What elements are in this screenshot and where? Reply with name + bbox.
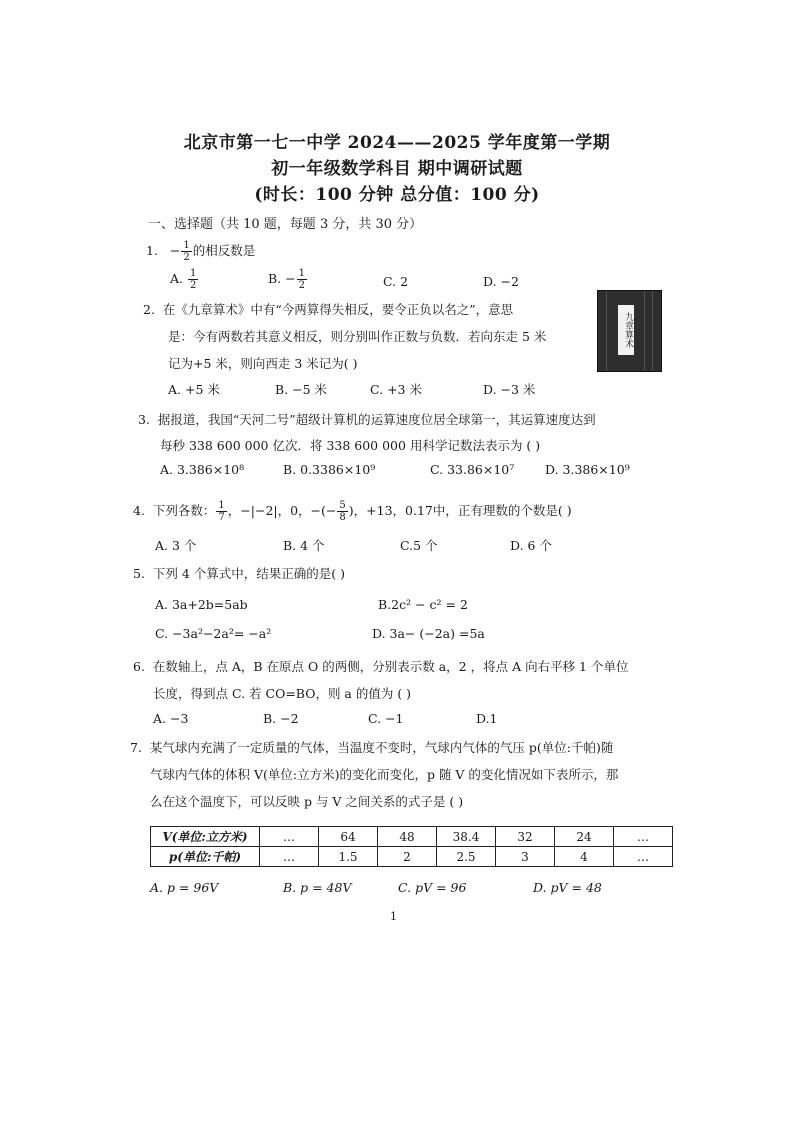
question-3-line1: 3. 据报道，我国“天河二号”超级计算机的运算速度位居全球第一，其运算速度达到 — [138, 412, 596, 427]
q5-option-b: B.2c² − c² = 2 — [378, 597, 468, 612]
question-4: 4. 下列各数： $\frac{1}{7}$ ，−|−2|，0，−(− $\frac{5}{8}$ )，+13，0.17中，正有理数的个数是( ) — [133, 500, 572, 523]
q7-option-a: A. p = 96V — [150, 880, 219, 895]
pressure-volume-table — [150, 826, 673, 867]
jiuzhang-suanshu-book-image — [597, 290, 662, 372]
question-number: 2. — [143, 302, 155, 317]
question-5: 5. 下列 4 个算式中，结果正确的是( ) — [133, 566, 346, 581]
table-cell: 1.5 — [319, 847, 378, 867]
table-cell: 2 — [378, 847, 437, 867]
question-7-line3: 么在这个温度下，可以反映 p 与 V 之间关系的式子是 ( ) — [150, 794, 464, 809]
fraction: $\frac{1}{7}$ — [218, 500, 225, 523]
table-cell: 32 — [496, 827, 555, 847]
question-2-line2: 是：今有两数若其意义相反，则分别叫作正数与负数．若向东走 5 米 — [168, 329, 547, 344]
exam-title-line2: 初一年级数学科目 期中调研试题 — [271, 159, 523, 179]
q2-option-a: A. +5 米 — [168, 382, 220, 397]
q6-option-c: C. −1 — [368, 711, 404, 726]
q3-option-a: A. 3.386×10⁸ — [160, 462, 245, 477]
table-row — [151, 827, 673, 847]
table-cell: … — [260, 847, 319, 867]
q5-option-d: D. 3a− (−2a) =5a — [372, 626, 485, 641]
q1-option-a: A. $\frac{1}{2}$ — [170, 268, 197, 291]
table-cell: 2.5 — [437, 847, 496, 867]
question-7-line2: 气球内气体的体积 V(单位:立方米)的变化而变化，p 随 V 的变化情况如下表所示，那 — [150, 767, 619, 782]
q2-option-c: C. +3 米 — [370, 382, 422, 397]
question-2-line3: 记为+5 米，则向西走 3 米记为( ) — [168, 356, 358, 371]
q4-option-b: B. 4 个 — [283, 538, 325, 553]
question-6-line2: 长度，得到点 C. 若 CO=BO，则 a 的值为 ( ) — [153, 686, 412, 701]
q1-option-b: B. − $\frac{1}{2}$ — [268, 268, 305, 291]
q6-option-b: B. −2 — [263, 711, 299, 726]
table-cell: 48 — [378, 827, 437, 847]
question-3-line2: 每秒 338 600 000 亿次．将 338 600 000 用科学记数法表示为 ( ) — [160, 438, 541, 453]
table-cell: 24 — [555, 827, 614, 847]
question-number: 6. — [133, 659, 145, 674]
q3-option-c: C. 33.86×10⁷ — [430, 462, 515, 477]
q7-option-b: B. p = 48V — [283, 880, 352, 895]
table-cell: … — [614, 847, 673, 867]
table-row — [151, 847, 673, 867]
book-title-label: 九章算术 — [618, 305, 634, 355]
q7-option-d: D. pV = 48 — [533, 880, 602, 895]
question-1: 1. − $\frac{1}{2}$ 的相反数是 — [146, 240, 256, 263]
q6-option-d: D.1 — [476, 711, 498, 726]
fraction: $\frac{1}{2}$ — [183, 240, 190, 263]
q1-option-d: D. −2 — [483, 274, 519, 289]
table-cell: … — [614, 827, 673, 847]
question-number: 1. — [146, 243, 158, 258]
question-number: 7. — [130, 740, 142, 755]
table-header-cell: p(单位:千帕) — [151, 847, 260, 867]
q2-option-b: B. −5 米 — [275, 382, 328, 397]
exam-title-line1: 北京市第一七一中学 2024——2025 学年度第一学期 — [183, 133, 611, 153]
q5-option-a: A. 3a+2b=5ab — [155, 597, 248, 612]
table-header-cell: V(单位:立方米) — [151, 827, 260, 847]
table-cell: … — [260, 827, 319, 847]
q3-option-d: D. 3.386×10⁹ — [545, 462, 630, 477]
table-cell: 3 — [496, 847, 555, 867]
table-cell: 64 — [319, 827, 378, 847]
table-cell: 38.4 — [437, 827, 496, 847]
q1-option-c: C. 2 — [383, 274, 409, 289]
q5-option-c: C. −3a²−2a²= −a² — [155, 626, 272, 641]
question-7-line1: 7. 某气球内充满了一定质量的气体，当温度不变时，气球内气体的气压 p(单位:千帕)随 — [130, 740, 614, 755]
q2-option-d: D. −3 米 — [483, 382, 536, 397]
section-heading: 一、选择题（共 10 题，每题 3 分，共 30 分） — [148, 217, 423, 232]
question-number: 3. — [138, 412, 150, 427]
question-number: 5. — [133, 566, 145, 581]
question-2-line1: 2. 在《九章算术》中有“今两算得失相反，要令正负以名之”，意思 — [143, 302, 514, 317]
question-number: 4. — [133, 503, 145, 518]
q4-option-d: D. 6 个 — [510, 538, 552, 553]
q4-option-a: A. 3 个 — [155, 538, 197, 553]
exam-title-line3: (时长：100 分钟 总分值：100 分) — [254, 185, 540, 205]
q3-option-b: B. 0.3386×10⁹ — [283, 462, 376, 477]
question-6-line1: 6. 在数轴上，点 A，B 在原点 O 的两侧，分别表示数 a，2 ，将点 A 向右平移 1 个单位 — [133, 659, 629, 674]
fraction: $\frac{5}{8}$ — [339, 500, 346, 523]
table-cell: 4 — [555, 847, 614, 867]
q4-option-c: C.5 个 — [400, 538, 438, 553]
page-number: 1 — [390, 910, 397, 923]
q7-option-c: C. pV = 96 — [398, 880, 467, 895]
q6-option-a: A. −3 — [153, 711, 189, 726]
